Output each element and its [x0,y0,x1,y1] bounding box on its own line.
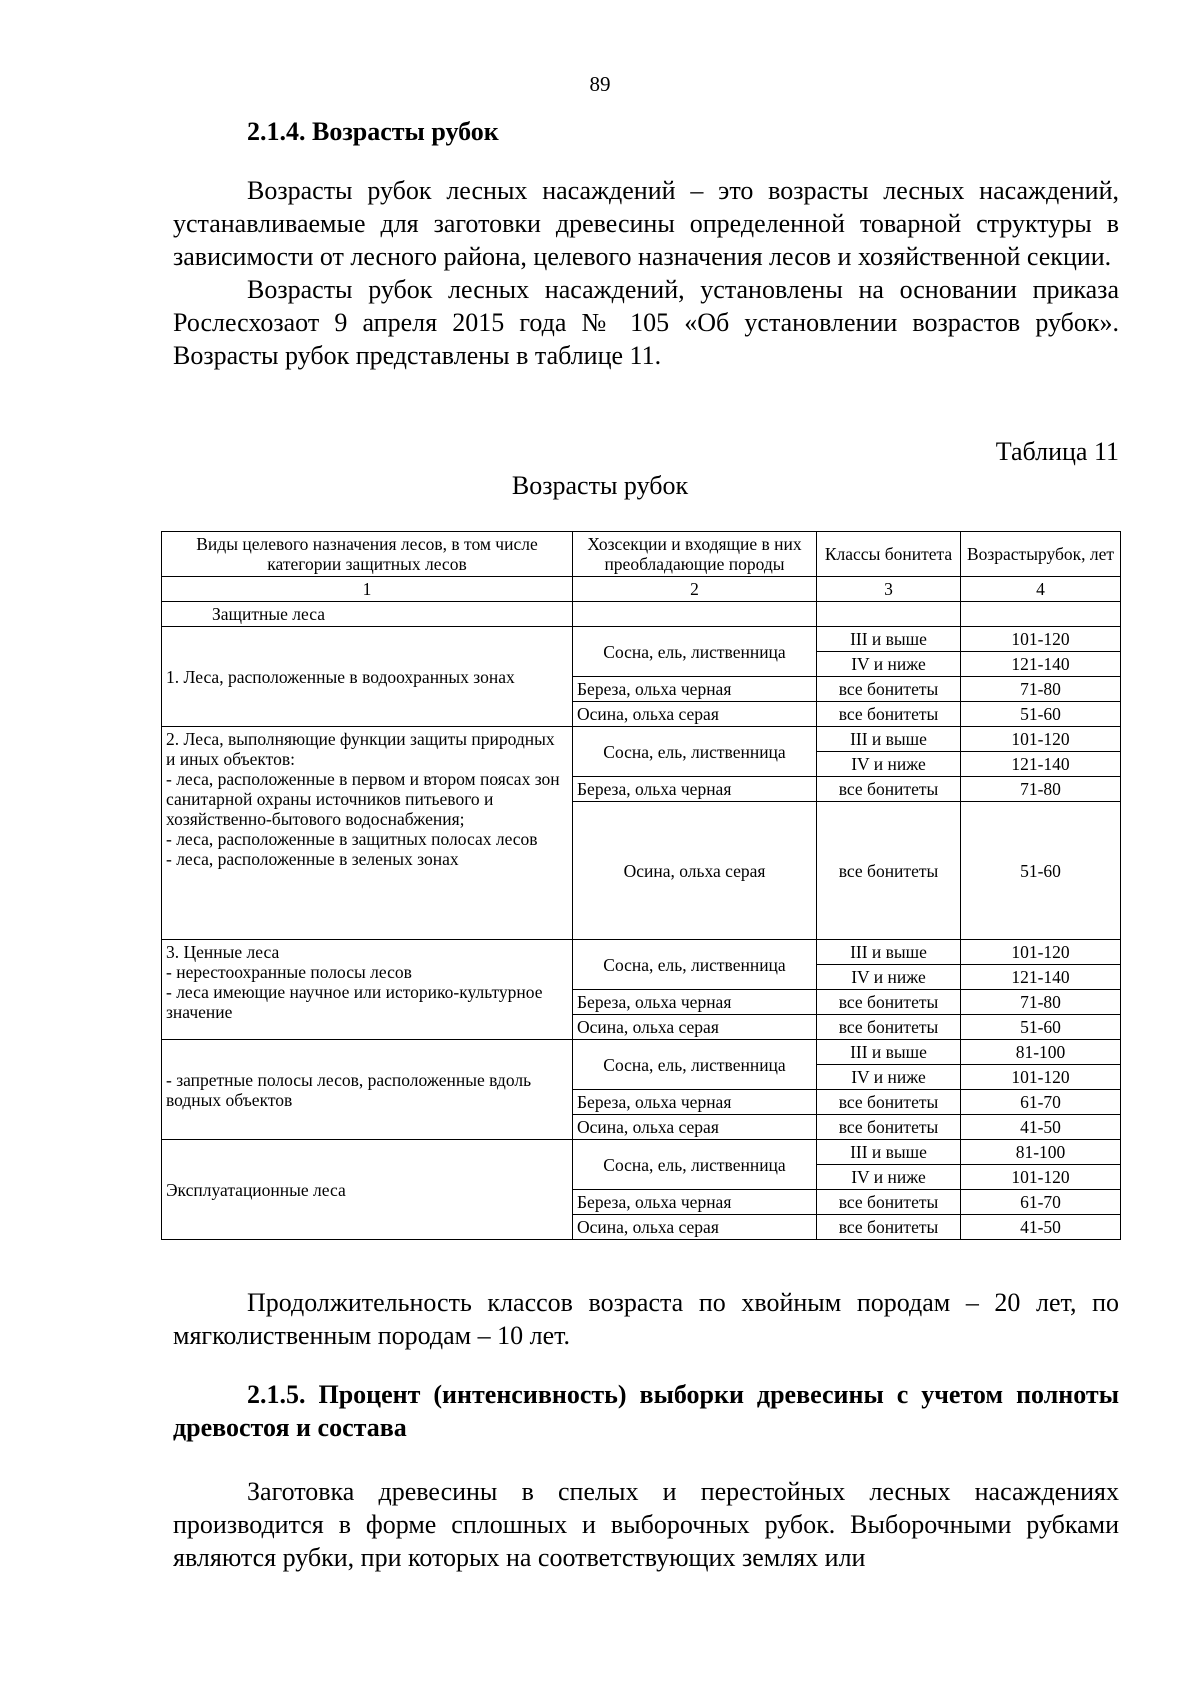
forest-category-cell: 2. Леса, выполняющие функции защиты природных и иных объектов: - леса, расположенные в первом и втором поясах зон санитарной охраны источников питьевого и хозяйственно-бытового водоснабжения; - леса, расположенные в защитных полосах лесов - леса, расположенные в зеленых зонах [162,727,573,940]
section-title-2-1-5 [173,1378,1119,1444]
cutting-age-cell: 51-60 [961,1015,1121,1040]
species-cell: Сосна, ель, лиственница [573,940,817,990]
table-header-row [162,532,1121,577]
cutting-age-cell: 101-120 [961,1165,1121,1190]
forest-category-cell: Эксплуатационные леса [162,1140,573,1240]
paragraph-harvest: Заготовка древесины в спелых и перестойных лесных насаждениях производится в форме сплошных и выборочных рубок. Выборочными рубками являются рубки, при которых на соответствующих землях или [173,1477,1119,1572]
age-class-text [173,1286,1119,1352]
table-row [162,940,1121,965]
species-cell: Осина, ольха серая [573,802,817,940]
cutting-age-cell: 121-140 [961,652,1121,677]
column-number: 1 [162,577,573,602]
species-cell: Сосна, ель, лиственница [573,1040,817,1090]
bonitet-cell: все бонитеты [817,702,961,727]
page-number: 89 [589,72,611,96]
bonitet-cell: все бонитеты [817,1190,961,1215]
bonitet-cell: III и выше [817,940,961,965]
cutting-ages-table [161,531,1121,1240]
bonitet-cell: все бонитеты [817,990,961,1015]
paragraph-age-classes: Продолжительность классов возраста по хвойным породам – 20 лет, по мягколиственным породам – 10 лет. [173,1288,1119,1350]
cutting-age-cell: 71-80 [961,777,1121,802]
bonitet-cell: III и выше [817,1040,961,1065]
forest-category-cell: 1. Леса, расположенные в водоохранных зонах [162,627,573,727]
cutting-age-cell: 121-140 [961,752,1121,777]
cutting-age-cell: 101-120 [961,627,1121,652]
section-title-2-1-4 [173,117,1119,147]
species-cell: Береза, ольха черная [573,777,817,802]
empty-cell [817,602,961,627]
cutting-age-cell: 101-120 [961,940,1121,965]
protective-forests-row [162,602,1121,627]
species-cell: Береза, ольха черная [573,990,817,1015]
section-heading: 2.1.4. Возрасты рубок [247,117,499,146]
table-row [162,1040,1121,1065]
cutting-age-cell: 61-70 [961,1090,1121,1115]
species-cell: Осина, ольха серая [573,1115,817,1140]
cutting-age-cell: 121-140 [961,965,1121,990]
species-cell: Береза, ольха черная [573,677,817,702]
cutting-age-cell: 81-100 [961,1140,1121,1165]
table-row [162,627,1121,652]
bonitet-cell: IV и ниже [817,1065,961,1090]
bonitet-cell: все бонитеты [817,1215,961,1240]
header-cell: Возрастырубок, лет [961,532,1121,577]
table-label: Таблица 11 [995,437,1119,466]
bonitet-cell: все бонитеты [817,677,961,702]
header-cell: Виды целевого назначения лесов, в том числе категории защитных лесов [162,532,573,577]
header-cell: Хозсекции и входящие в них преобладающие породы [573,532,817,577]
species-cell: Береза, ольха черная [573,1190,817,1215]
empty-cell [961,602,1121,627]
bonitet-cell: III и выше [817,1140,961,1165]
table-title: Возрасты рубок [511,471,689,500]
cutting-age-cell: 71-80 [961,990,1121,1015]
paragraph-definition: Возрасты рубок лесных насаждений – это возрасты лесных насаждений, устанавливаемые для заготовки древесины определенной товарной структуры в зависимости от лесного района, целевого назначения лесов и хозяйственной секции. [173,176,1119,271]
cutting-age-cell: 41-50 [961,1115,1121,1140]
species-cell: Осина, ольха серая [573,702,817,727]
cutting-age-cell: 51-60 [961,802,1121,940]
forest-category-cell: - запретные полосы лесов, расположенные вдоль водных объектов [162,1040,573,1140]
bonitet-cell: IV и ниже [817,1165,961,1190]
protective-forests-label: Защитные леса [162,602,573,627]
species-cell: Осина, ольха серая [573,1015,817,1040]
forest-category-cell: 3. Ценные леса - нерестоохранные полосы лесов - леса имеющие научное или историко-культурное значение [162,940,573,1040]
empty-cell [573,602,817,627]
column-number: 2 [573,577,817,602]
column-number: 3 [817,577,961,602]
species-cell: Осина, ольха серая [573,1215,817,1240]
cutting-age-cell: 101-120 [961,727,1121,752]
cutting-age-cell: 41-50 [961,1215,1121,1240]
bonitet-cell: все бонитеты [817,1115,961,1140]
cutting-age-cell: 71-80 [961,677,1121,702]
species-cell: Сосна, ель, лиственница [573,1140,817,1190]
header-cell: Классы бонитета [817,532,961,577]
cutting-age-cell: 61-70 [961,1190,1121,1215]
bonitet-cell: IV и ниже [817,752,961,777]
bonitet-cell: IV и ниже [817,652,961,677]
bonitet-cell: все бонитеты [817,1015,961,1040]
table-row [162,727,1121,752]
bonitet-cell: все бонитеты [817,1090,961,1115]
cutting-age-cell: 51-60 [961,702,1121,727]
column-number-row [162,577,1121,602]
bonitet-cell: III и выше [817,627,961,652]
cutting-age-cell: 101-120 [961,1065,1121,1090]
bonitet-cell: IV и ниже [817,965,961,990]
bonitet-cell: все бонитеты [817,802,961,940]
column-number: 4 [961,577,1121,602]
bonitet-cell: все бонитеты [817,777,961,802]
species-cell: Сосна, ель, лиственница [573,627,817,677]
species-cell: Береза, ольха черная [573,1090,817,1115]
harvest-text [173,1475,1119,1574]
table-row [162,1140,1121,1165]
paragraph-order: Возрасты рубок лесных насаждений, установлены на основании приказа Рослесхозаот 9 апреля 2015 года № 105 «Об установлении возрастов рубок». Возрасты рубок представлены в таблице 11. [173,275,1119,370]
section-heading: 2.1.5. Процент (интенсивность) выборки древесины с учетом полноты древостоя и состава [173,1380,1119,1442]
cutting-age-cell: 81-100 [961,1040,1121,1065]
species-cell: Сосна, ель, лиственница [573,727,817,777]
bonitet-cell: III и выше [817,727,961,752]
intro-text [173,174,1119,372]
